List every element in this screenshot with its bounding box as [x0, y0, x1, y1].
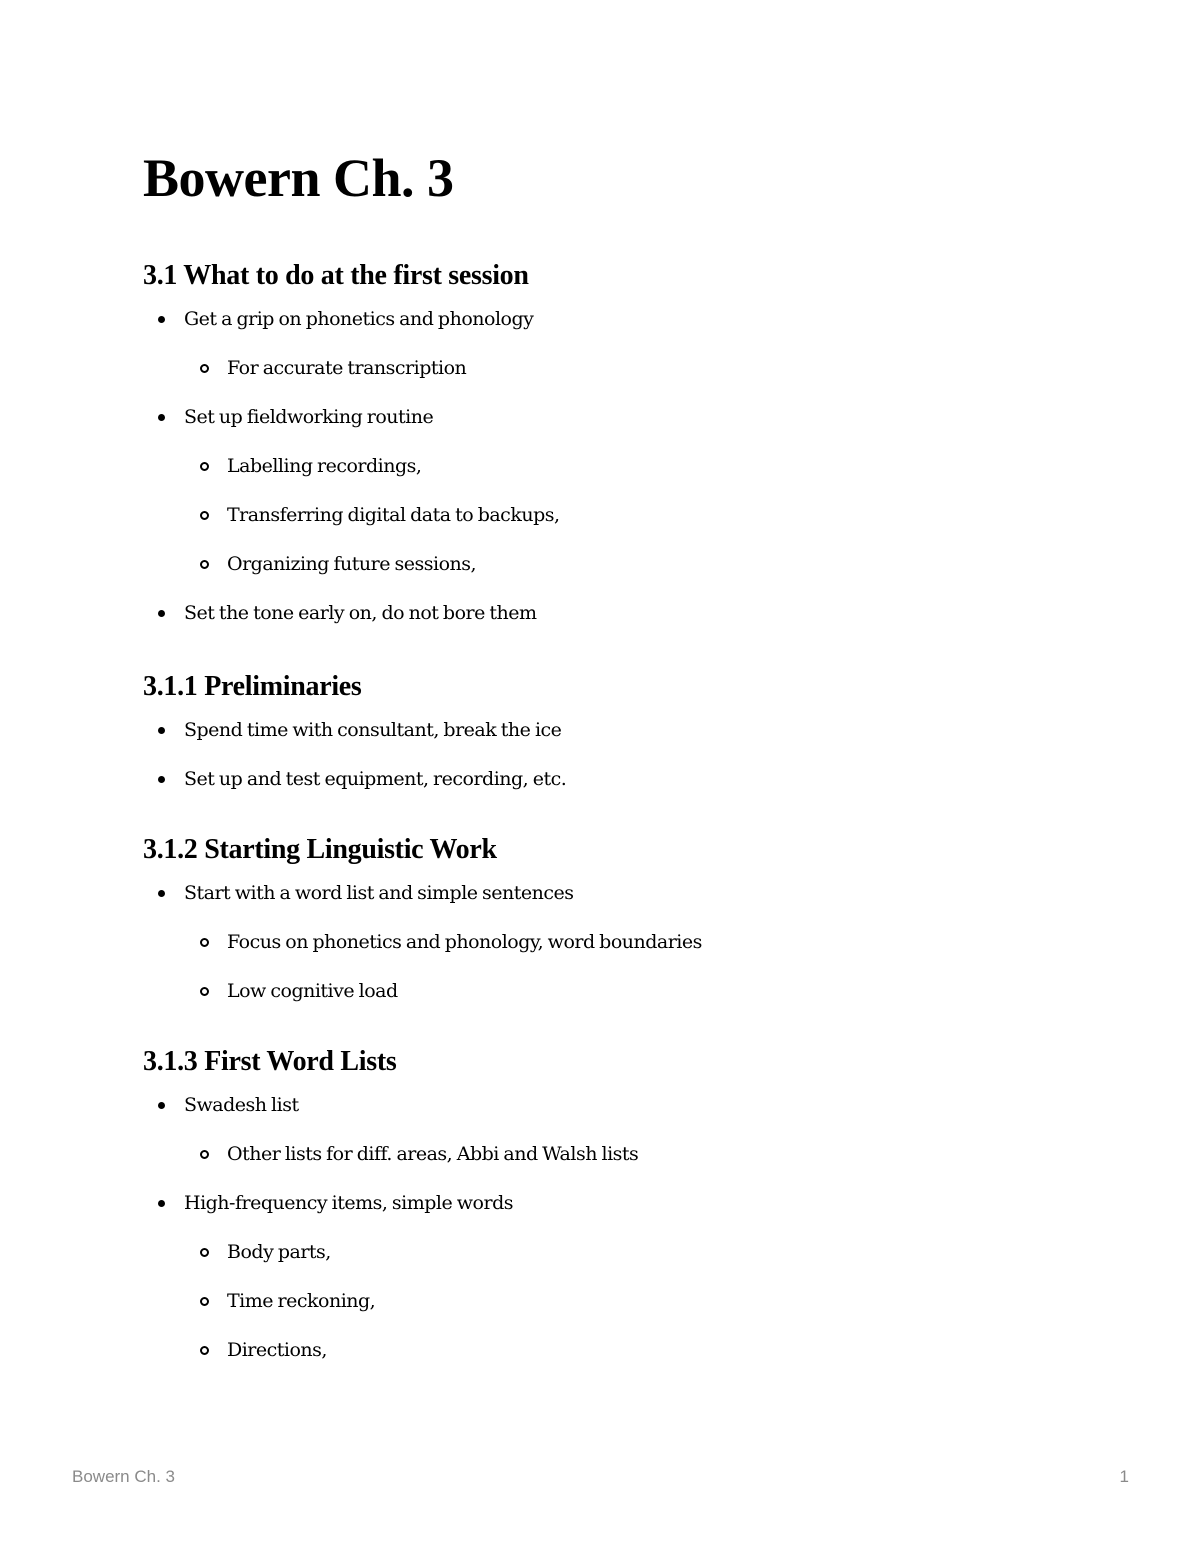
list-item-text: Low cognitive load: [227, 980, 398, 1002]
section-heading: 3.1 What to do at the first session: [143, 260, 529, 291]
section-heading: 3.1.3 First Word Lists: [143, 1046, 397, 1077]
circle-bullet-icon: [200, 560, 209, 569]
circle-bullet-icon: [200, 1346, 209, 1355]
disc-bullet-icon: [158, 610, 165, 617]
list-item: [143, 404, 1143, 430]
list-item: [143, 600, 1143, 626]
list-item: [143, 766, 1143, 792]
section-heading: 3.1.2 Starting Linguistic Work: [143, 834, 497, 865]
circle-bullet-icon: [200, 987, 209, 996]
section: [143, 1044, 1143, 1363]
circle-bullet-icon: [200, 1248, 209, 1257]
list-item-text: Time reckoning,: [227, 1290, 376, 1312]
list-item-text: Transferring digital data to backups,: [227, 504, 560, 526]
list-item: [143, 1190, 1143, 1216]
list-item-text: Body parts,: [227, 1241, 331, 1263]
sub-list-item: [143, 929, 1143, 955]
sub-list-item: [143, 502, 1143, 528]
section: [143, 258, 1143, 626]
circle-bullet-icon: [200, 1150, 209, 1159]
list-item-text: Directions,: [227, 1339, 327, 1361]
circle-bullet-icon: [200, 364, 209, 373]
bullet-list: [143, 1092, 1143, 1363]
sub-list-item: [143, 978, 1143, 1004]
list-item-text: Set up and test equipment, recording, etc.: [184, 768, 567, 790]
sub-list-item: [143, 1288, 1143, 1314]
page-title: Bowern Ch. 3: [143, 148, 454, 208]
bullet-list: [143, 306, 1143, 626]
list-item-text: Organizing future sessions,: [227, 553, 477, 575]
sub-list-item: [143, 355, 1143, 381]
disc-bullet-icon: [158, 1200, 165, 1207]
sub-list-item: [143, 1239, 1143, 1265]
disc-bullet-icon: [158, 316, 165, 323]
list-item: [143, 717, 1143, 743]
list-item-text: Start with a word list and simple sentences: [184, 882, 574, 904]
list-item-text: Set up fieldworking routine: [184, 406, 434, 428]
circle-bullet-icon: [200, 462, 209, 471]
sub-list-item: [143, 1141, 1143, 1167]
list-item: [143, 1092, 1143, 1118]
bullet-list: [143, 880, 1143, 1004]
disc-bullet-icon: [158, 1102, 165, 1109]
list-item-text: High-frequency items, simple words: [184, 1192, 513, 1214]
circle-bullet-icon: [200, 938, 209, 947]
section: [143, 669, 1143, 792]
list-item: [143, 880, 1143, 906]
circle-bullet-icon: [200, 511, 209, 520]
list-item-text: Labelling recordings,: [227, 455, 422, 477]
footer-title: Bowern Ch. 3: [72, 1467, 175, 1486]
bullet-list: [143, 717, 1143, 792]
list-item-text: For accurate transcription: [227, 357, 467, 379]
disc-bullet-icon: [158, 727, 165, 734]
footer-page-number: 1: [1119, 1467, 1129, 1486]
sub-list-item: [143, 453, 1143, 479]
list-item-text: Swadesh list: [184, 1094, 299, 1116]
disc-bullet-icon: [158, 776, 165, 783]
sub-list-item: [143, 551, 1143, 577]
list-item: [143, 306, 1143, 332]
list-item-text: Get a grip on phonetics and phonology: [184, 308, 534, 330]
disc-bullet-icon: [158, 890, 165, 897]
list-item-text: Focus on phonetics and phonology, word boundaries: [227, 931, 702, 953]
section-heading: 3.1.1 Preliminaries: [143, 671, 362, 702]
section: [143, 832, 1143, 1004]
circle-bullet-icon: [200, 1297, 209, 1306]
disc-bullet-icon: [158, 414, 165, 421]
list-item-text: Other lists for diff. areas, Abbi and Walsh lists: [227, 1143, 639, 1165]
list-item-text: Spend time with consultant, break the ice: [184, 719, 562, 741]
sub-list-item: [143, 1337, 1143, 1363]
list-item-text: Set the tone early on, do not bore them: [184, 602, 537, 624]
